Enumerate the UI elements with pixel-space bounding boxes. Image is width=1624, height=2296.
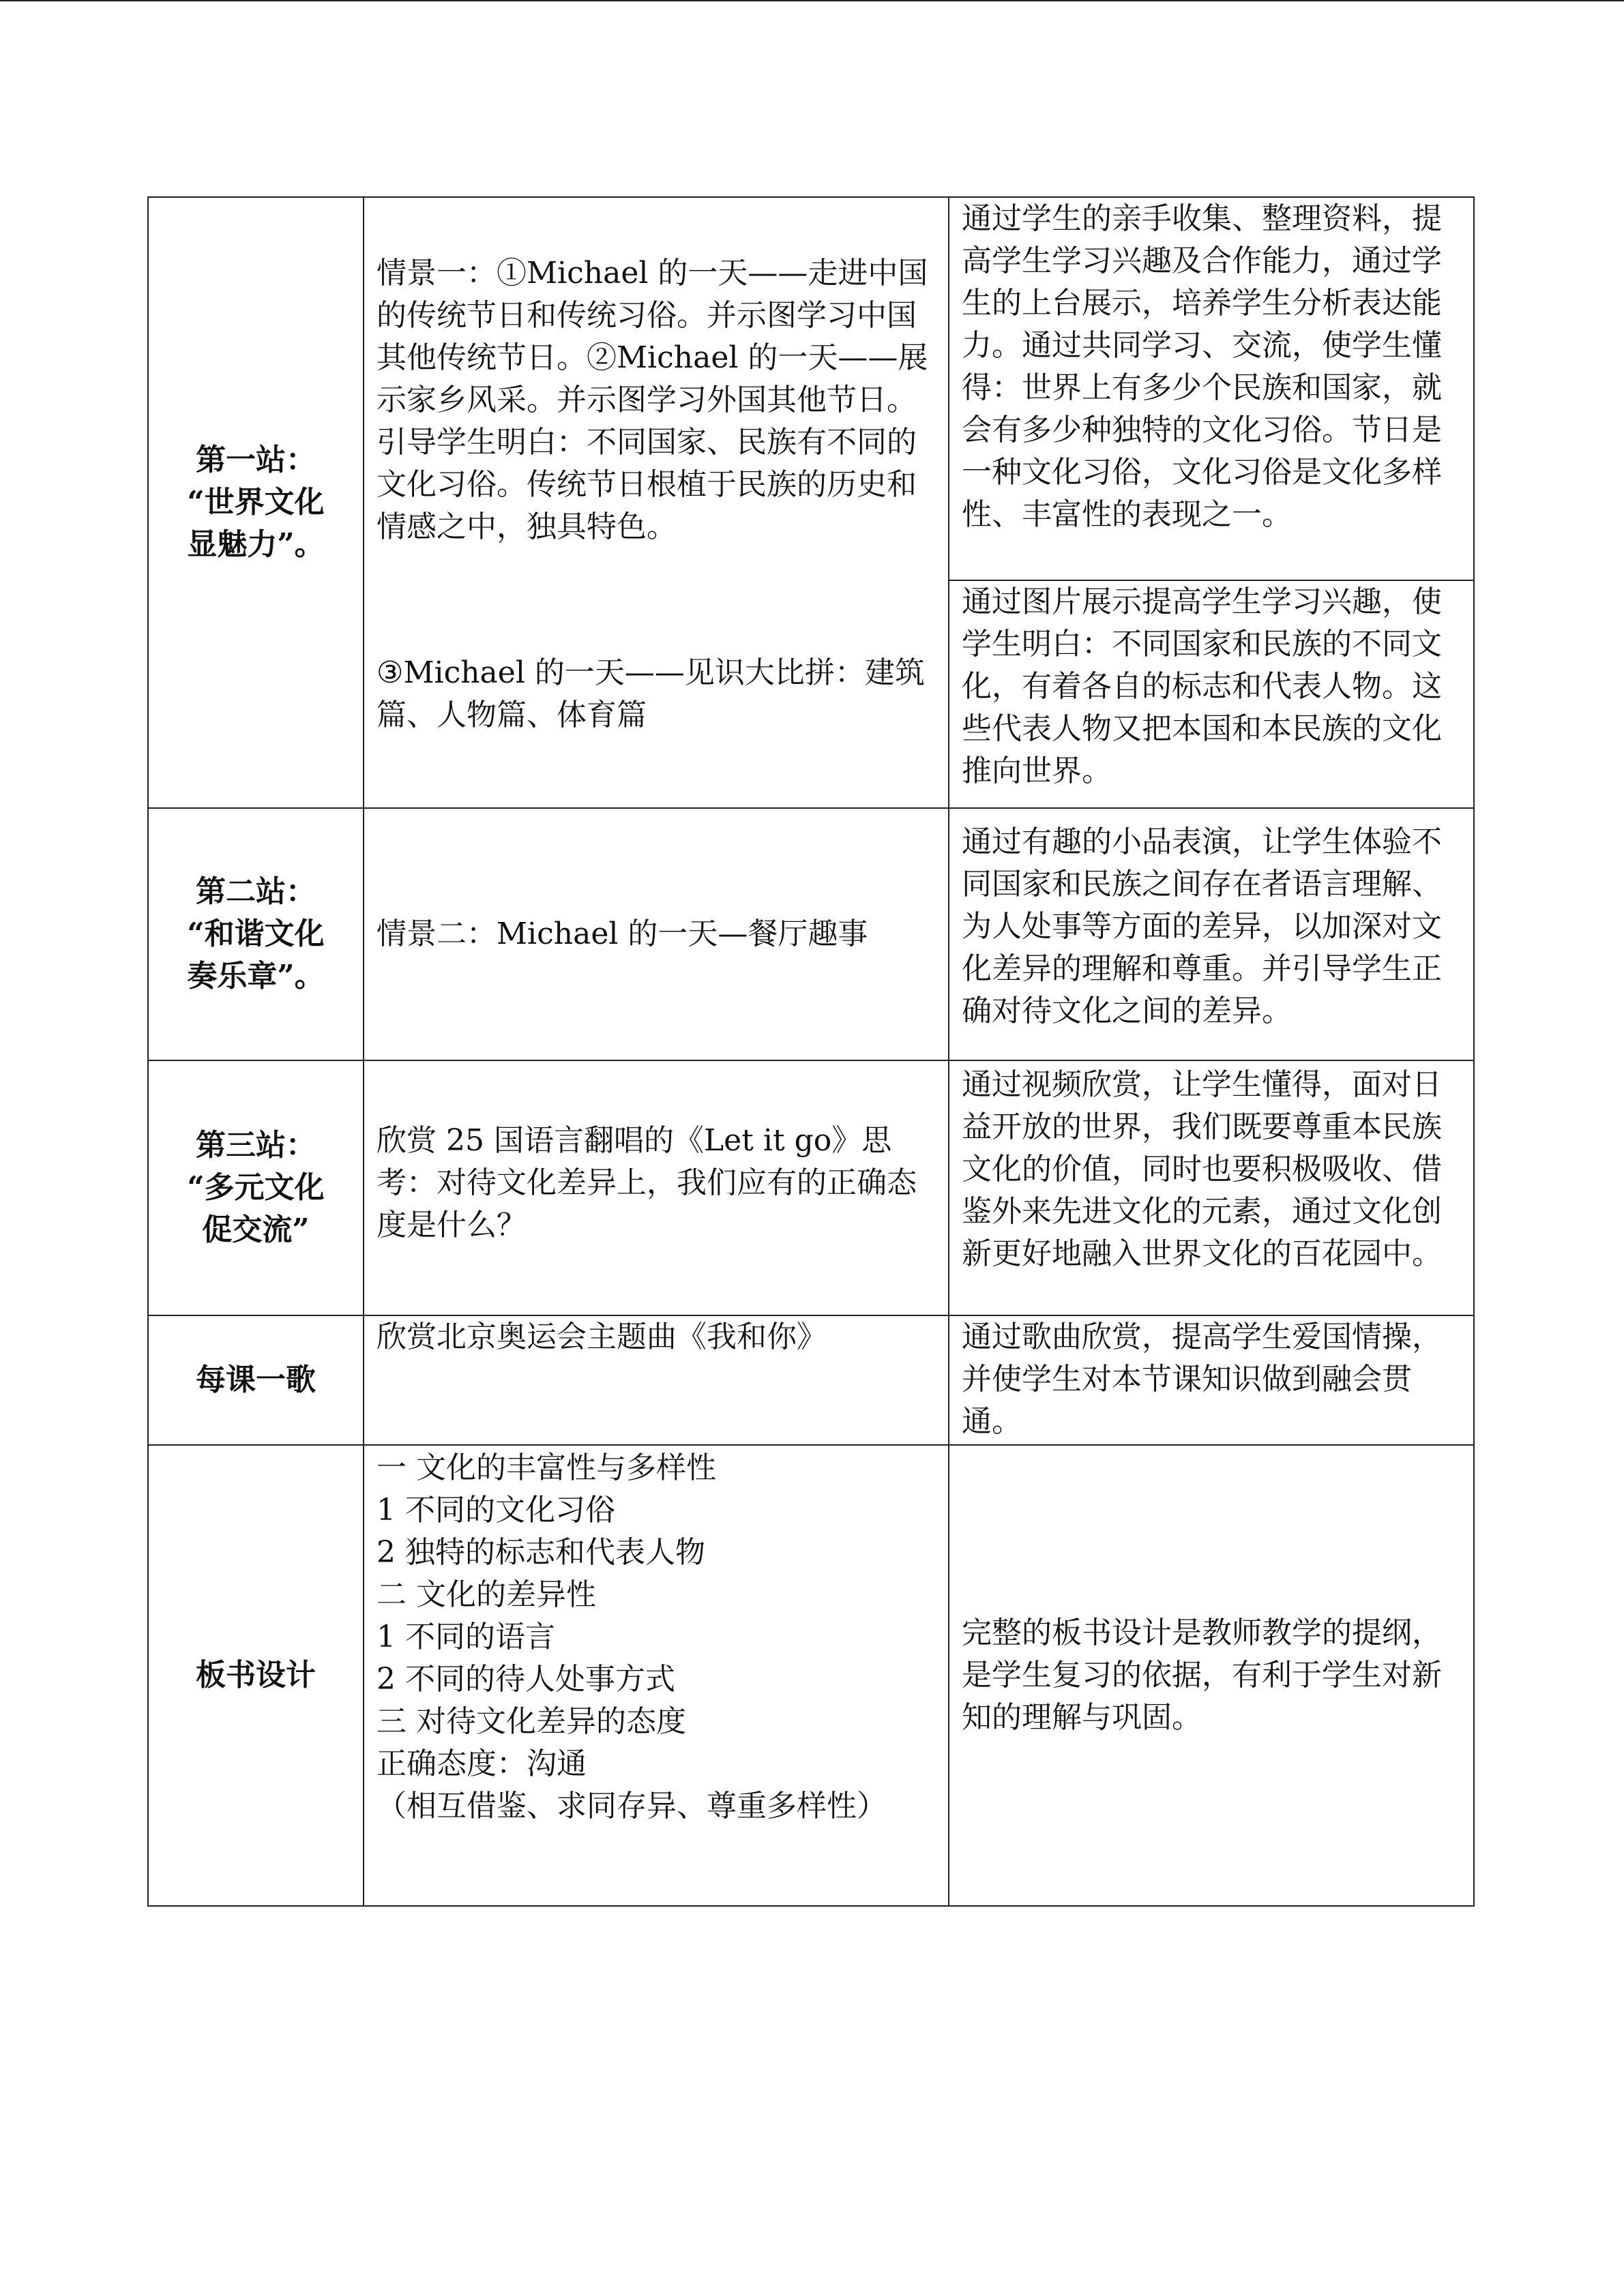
table-row-station-1 bbox=[148, 197, 1474, 580]
station-3-label: 第三站： bbox=[196, 1128, 316, 1163]
station-2-label: 第二站： bbox=[196, 874, 316, 909]
board-design-goal-cell bbox=[949, 1445, 1474, 1906]
board-outline-line-9: （相互借鉴、求同存异、尊重多样性） bbox=[377, 1789, 887, 1823]
station-3-title-b: 促交流” bbox=[202, 1212, 310, 1247]
song-content-text: 欣赏北京奥运会主题曲《我和你》 bbox=[377, 1320, 827, 1354]
station-3-goal-text: 通过视频欣赏，让学生懂得，面对日益开放的世界，我们既要尊重本民族文化的价值，同时也要积极吸收、借鉴外来先进文化的元素，通过文化创新更好地融入世界文化的百花园中。 bbox=[962, 1067, 1442, 1271]
board-design-content-cell bbox=[364, 1445, 949, 1906]
board-outline-line-6: 2 不同的待人处事方式 bbox=[377, 1662, 675, 1697]
table-row-board-design bbox=[148, 1445, 1474, 1906]
station-3-title-a: “多元文化 bbox=[187, 1170, 325, 1205]
board-outline-line-3: 2 独特的标志和代表人物 bbox=[377, 1535, 705, 1570]
board-design-goal-text: 完整的板书设计是教师教学的提纲，是学生复习的依据，有利于学生对新知的理解与巩固。 bbox=[962, 1615, 1442, 1735]
table-row-song bbox=[148, 1315, 1474, 1445]
board-design-label: 板书设计 bbox=[196, 1658, 316, 1693]
table-row-station-3 bbox=[148, 1060, 1474, 1315]
station-2-scenario-text: 情景二：Michael 的一天—餐厅趣事 bbox=[377, 916, 868, 951]
station-1-content-cell bbox=[364, 197, 949, 808]
station-2-title-a: “和谐文化 bbox=[187, 916, 325, 951]
top-border-line bbox=[0, 0, 1624, 1]
station-1-label: 第一站： bbox=[196, 443, 316, 477]
station-1-scenario-text-b: ③Michael 的一天——见识大比拼：建筑篇、人物篇、体育篇 bbox=[377, 655, 925, 732]
song-goal-text: 通过歌曲欣赏，提高学生爱国情操，并使学生对本节课知识做到融会贯通。 bbox=[962, 1320, 1442, 1439]
station-1-title-a: “世界文化 bbox=[187, 485, 325, 520]
station-1-goal-cell-a bbox=[949, 197, 1474, 580]
board-outline-line-5: 1 不同的语言 bbox=[377, 1620, 555, 1654]
station-2-goal-cell bbox=[949, 808, 1474, 1060]
station-2-goal-text: 通过有趣的小品表演，让学生体验不同国家和民族之间存在者语言理解、为人处事等方面的差异，以加深对文化差异的理解和尊重。并引导学生正确对待文化之间的差异。 bbox=[962, 824, 1442, 1028]
station-1-scenario-text: 情景一：①Michael 的一天——走进中国的传统节日和传统习俗。并示图学习中国其他传统节日。②Michael 的一天——展示家乡风采。并示图学习外国其他节日。引导学生明白：不同国家、民族有不同的文化习俗。传统节日根植于民族的历史和情感之中，独具特色。 bbox=[377, 256, 928, 544]
board-outline-line-4: 二 文化的差异性 bbox=[377, 1577, 596, 1612]
song-label-cell bbox=[148, 1315, 364, 1445]
station-1-goal-text-a: 通过学生的亲手收集、整理资料，提高学生学习兴趣及合作能力，通过学生的上台展示，培养学生分析表达能力。通过共同学习、交流，使学生懂得：世界上有多少个民族和国家，就会有多少种独特的文化习俗。节日是一种文化习俗，文化习俗是文化多样性、丰富性的表现之一。 bbox=[962, 201, 1442, 532]
song-label: 每课一歌 bbox=[196, 1362, 316, 1397]
station-2-content-cell bbox=[364, 808, 949, 1060]
station-1-goal-text-b: 通过图片展示提高学生学习兴趣，使学生明白：不同国家和民族的不同文化，有着各自的标志和代表人物。这些代表人物又把本国和本民族的文化推向世界。 bbox=[962, 584, 1442, 788]
board-outline-line-1: 一 文化的丰富性与多样性 bbox=[377, 1450, 716, 1485]
station-3-goal-cell bbox=[949, 1060, 1474, 1315]
table-row-station-2 bbox=[148, 808, 1474, 1060]
lesson-plan-table bbox=[147, 196, 1475, 1907]
board-outline-line-7: 三 对待文化差异的态度 bbox=[377, 1704, 686, 1739]
board-outline-line-2: 1 不同的文化习俗 bbox=[377, 1493, 615, 1527]
station-1-title-b: 显魅力”。 bbox=[187, 527, 325, 562]
station-3-content-cell bbox=[364, 1060, 949, 1315]
station-1-cell bbox=[148, 197, 364, 808]
station-2-cell bbox=[148, 808, 364, 1060]
station-3-cell bbox=[148, 1060, 364, 1315]
board-outline-line-8: 正确态度：沟通 bbox=[377, 1746, 587, 1781]
station-1-spacer bbox=[377, 548, 936, 652]
song-content-cell bbox=[364, 1315, 949, 1445]
station-2-title-b: 奏乐章”。 bbox=[187, 959, 325, 994]
song-goal-cell bbox=[949, 1315, 1474, 1445]
station-1-goal-cell-b bbox=[949, 580, 1474, 808]
station-3-content-text: 欣赏 25 国语言翻唱的《Let it go》思考：对待文化差异上，我们应有的正确态度是什么？ bbox=[377, 1123, 917, 1242]
board-design-label-cell bbox=[148, 1445, 364, 1906]
